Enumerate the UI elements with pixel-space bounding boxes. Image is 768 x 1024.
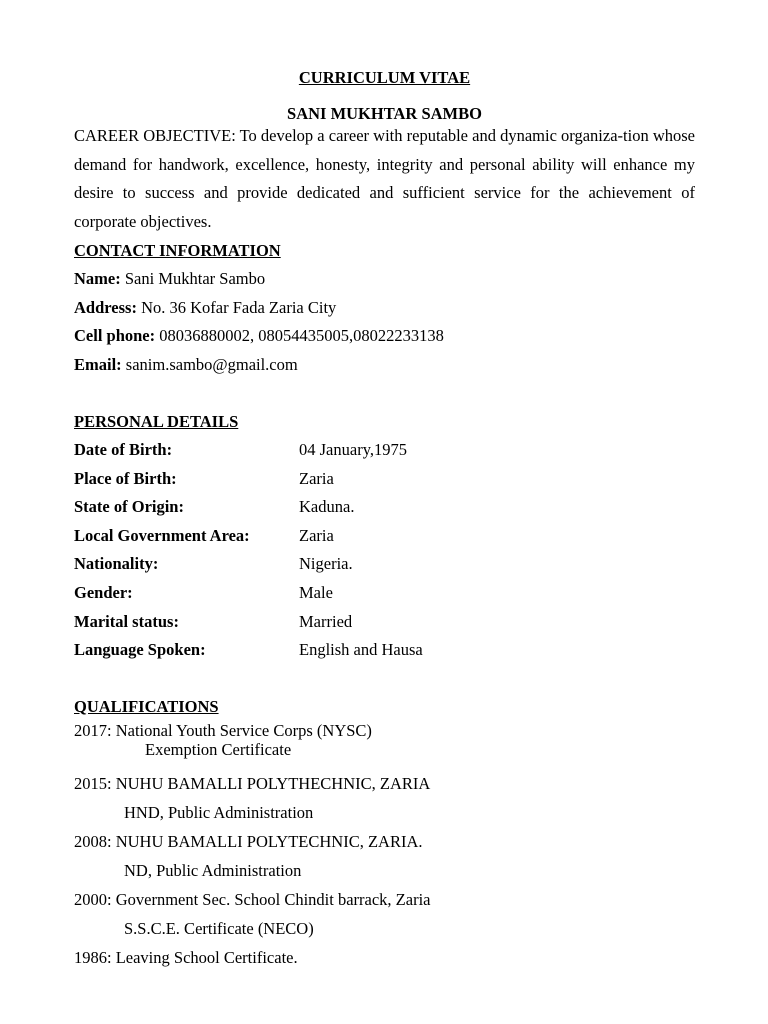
detail-row <box>74 608 695 637</box>
qualification-line: ND, Public Administration <box>124 860 302 880</box>
detail-value: Zaria <box>299 468 334 488</box>
detail-row <box>74 579 695 608</box>
detail-value: English and Hausa <box>299 640 423 660</box>
detail-value: 04 January,1975 <box>299 440 407 459</box>
qualification-line: 2017: National Youth Service Corps (NYSC) <box>74 720 372 740</box>
detail-label: Gender: <box>74 582 133 602</box>
detail-row <box>74 493 695 522</box>
contact-phone-value: 08036880002, 08054435005,08022233138 <box>159 326 444 346</box>
spacer <box>74 380 695 408</box>
qualifications-heading: QUALIFICATIONS <box>74 696 219 716</box>
detail-value: Zaria <box>299 525 334 545</box>
contact-address-value: No. 36 Kofar Fada Zaria City <box>141 297 337 317</box>
qualification-line: HND, Public Administration <box>124 802 314 822</box>
personal-details-table <box>74 436 695 665</box>
qualification-line: 2008: NUHU BAMALLI POLYTECHNIC, ZARIA. <box>74 831 423 851</box>
detail-label: Date of Birth: <box>74 440 173 459</box>
detail-row <box>74 465 695 494</box>
detail-row <box>74 436 695 465</box>
contact-phone-label: Cell phone: <box>74 326 156 346</box>
contact-email <box>74 351 695 380</box>
detail-label: Place of Birth: <box>74 468 177 488</box>
qualification-line: 1986: Leaving School Certificate. <box>74 947 298 967</box>
detail-value: Male <box>299 582 333 602</box>
detail-row <box>74 636 695 665</box>
contact-email-value: sanim.sambo@gmail.com <box>125 355 298 375</box>
detail-value: Nigeria. <box>299 554 353 574</box>
cv-page <box>74 66 695 972</box>
detail-label: Language Spoken: <box>74 640 206 660</box>
qualification-line: 2000: Government Sec. School Chindit barrack, Zaria <box>74 889 431 909</box>
detail-label: Marital status: <box>74 611 179 631</box>
contact-name <box>74 265 695 294</box>
detail-label: Nationality: <box>74 554 159 574</box>
spacer <box>74 665 695 693</box>
qualification-line: S.S.C.E. Certificate (NECO) <box>124 918 314 938</box>
detail-row <box>74 522 695 551</box>
qualification-line: 2015: NUHU BAMALLI POLYTHECHNIC, ZARIA <box>74 773 431 793</box>
detail-row <box>74 550 695 579</box>
detail-label: State of Origin: <box>74 497 184 517</box>
contact-heading: CONTACT INFORMATION <box>74 240 281 260</box>
detail-value: Married <box>299 611 353 631</box>
person-name-heading: SANI MUKHTAR SAMBO <box>287 104 482 123</box>
qualification-line: Exemption Certificate <box>145 739 292 759</box>
contact-address <box>74 294 695 323</box>
contact-name-label: Name: <box>74 268 121 288</box>
contact-name-value: Sani Mukhtar Sambo <box>124 268 266 288</box>
contact-email-label: Email: <box>74 355 122 375</box>
detail-label: Local Government Area: <box>74 525 250 545</box>
contact-address-label: Address: <box>74 297 137 317</box>
document-title: CURRICULUM VITAE <box>298 68 471 87</box>
detail-value: Kaduna. <box>299 497 355 517</box>
personal-heading: PERSONAL DETAILS <box>74 412 239 431</box>
contact-phone <box>74 322 695 351</box>
career-objective: CAREER OBJECTIVE: To develop a career with reputable and dynamic organiza-tion whose demand for handwork, excellence, honesty, integrity and personal ability will enhance my desire to success and provide dedicated and sufficient service for the achievement of corporate objectives. <box>74 126 695 232</box>
